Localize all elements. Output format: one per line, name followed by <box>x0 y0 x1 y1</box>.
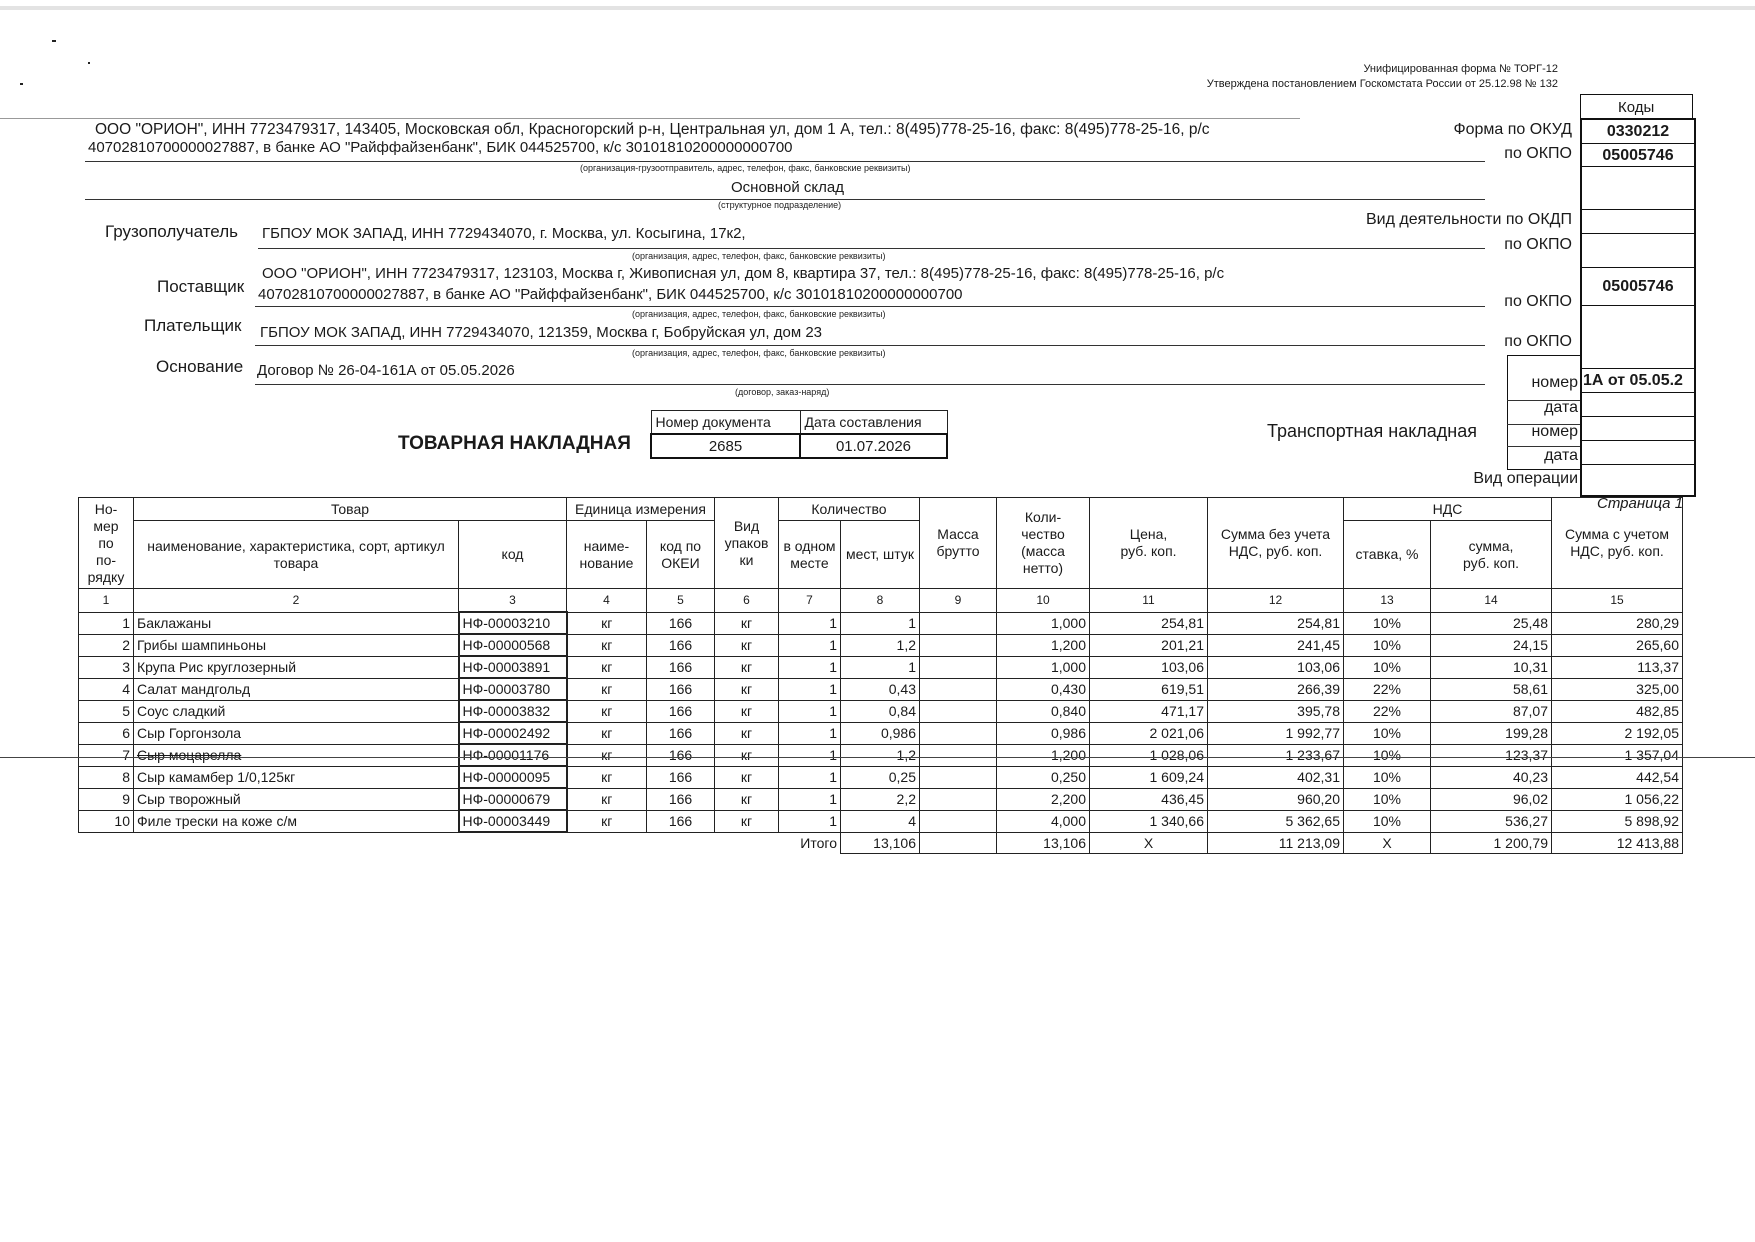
payer-underline <box>255 345 1485 346</box>
consignee-label: Грузополучатель <box>105 222 238 241</box>
row-okei: 166 <box>647 744 715 766</box>
transport-date-code <box>1582 440 1694 464</box>
col-header-qty-one: в одном месте <box>779 521 841 589</box>
transport-number-code <box>1582 416 1694 440</box>
row-vat-sum: 25,48 <box>1431 612 1552 634</box>
row-qty-one: 1 <box>779 656 841 678</box>
okud-label: Форма по ОКУД <box>1453 121 1572 138</box>
row-price: 2 021,06 <box>1090 722 1208 744</box>
row-qty-one: 1 <box>779 678 841 700</box>
row-total: 5 898,92 <box>1552 810 1683 832</box>
row-vat-sum: 536,27 <box>1431 810 1552 832</box>
col-header-sum-novat: Сумма без учета НДС, руб. коп. <box>1208 498 1344 589</box>
row-places: 0,25 <box>841 766 920 788</box>
row-pack: кг <box>715 700 779 722</box>
row-name: Сыр камамбер 1/0,125кг <box>134 766 459 788</box>
row-total: 325,00 <box>1552 678 1683 700</box>
row-name: Сыр творожный <box>134 788 459 810</box>
supplier-underline <box>255 306 1485 307</box>
codes-title-border-right <box>1692 94 1693 118</box>
row-net: 1,200 <box>997 744 1090 766</box>
row-sum: 266,39 <box>1208 678 1344 700</box>
scan-top-edge <box>0 6 1755 10</box>
row-net: 1,200 <box>997 634 1090 656</box>
row-name: Соус сладкий <box>134 700 459 722</box>
table-row <box>79 656 1683 678</box>
colnum: 7 <box>779 589 841 613</box>
row-places: 0,43 <box>841 678 920 700</box>
document-number-label: Номер документа <box>651 411 800 435</box>
row-vat-rate: 10% <box>1344 744 1431 766</box>
row-vat-rate: 10% <box>1344 612 1431 634</box>
row-places: 0,986 <box>841 722 920 744</box>
row-price: 436,45 <box>1090 788 1208 810</box>
row-name: Салат мандгольд <box>134 678 459 700</box>
supplier-label: Поставщик <box>157 277 245 296</box>
row-number: 1 <box>79 612 134 634</box>
row-name: Сыр моцарелла <box>134 744 459 766</box>
row-name: Крупа Рис круглозерный <box>134 656 459 678</box>
row-okei: 166 <box>647 810 715 832</box>
okdp-label: Вид деятельности по ОКДП <box>1365 211 1572 228</box>
row-sum: 1 233,67 <box>1208 744 1344 766</box>
row-places: 1,2 <box>841 744 920 766</box>
row-vat-sum: 58,61 <box>1431 678 1552 700</box>
row-code: НФ-00003449 <box>459 810 567 832</box>
row-price: 619,51 <box>1090 678 1208 700</box>
totals-rate: X <box>1344 832 1431 853</box>
column-numbers-row <box>79 589 1683 613</box>
row-places: 1 <box>841 656 920 678</box>
row-qty-one: 1 <box>779 722 841 744</box>
okpo-payer-code <box>1582 305 1694 343</box>
colnum: 12 <box>1208 589 1344 613</box>
row-pack: кг <box>715 678 779 700</box>
transport-label: Транспортная накладная <box>1266 421 1477 441</box>
row-vat-rate: 10% <box>1344 722 1431 744</box>
table-row <box>79 612 1683 634</box>
row-unit: кг <box>567 612 647 634</box>
col-header-vat-sum: сумма, руб. коп. <box>1431 521 1552 589</box>
row-places: 1 <box>841 612 920 634</box>
row-sum: 103,06 <box>1208 656 1344 678</box>
colnum: 2 <box>134 589 459 613</box>
basis-number-code: 1А от 05.05.2 <box>1582 368 1694 392</box>
okpo-payer-label: по ОКПО <box>1504 333 1572 350</box>
row-vat-rate: 10% <box>1344 810 1431 832</box>
okpo-sender-code: 05005746 <box>1582 143 1694 166</box>
consignee-caption: (организация, адрес, телефон, факс, банковские реквизиты) <box>632 251 886 261</box>
row-gross <box>920 766 997 788</box>
colnum: 10 <box>997 589 1090 613</box>
row-price: 1 028,06 <box>1090 744 1208 766</box>
row-net: 4,000 <box>997 810 1090 832</box>
codes-title-border-left <box>1580 94 1581 118</box>
totals-sum: 11 213,09 <box>1208 832 1344 853</box>
col-header-unit-name: наиме- нование <box>567 521 647 589</box>
row-number: 8 <box>79 766 134 788</box>
row-total: 113,37 <box>1552 656 1683 678</box>
row-gross <box>920 700 997 722</box>
okpo-sender-label: по ОКПО <box>1504 145 1572 162</box>
row-net: 0,250 <box>997 766 1090 788</box>
col-header-gross: Масса брутто <box>920 498 997 589</box>
row-qty-one: 1 <box>779 744 841 766</box>
row-vat-rate: 10% <box>1344 766 1431 788</box>
row-number: 6 <box>79 722 134 744</box>
row-code: НФ-00003210 <box>459 612 567 634</box>
table-row <box>79 700 1683 722</box>
row-gross <box>920 810 997 832</box>
row-sum: 241,45 <box>1208 634 1344 656</box>
totals-places: 13,106 <box>841 832 920 853</box>
okpo-consignee-label: по ОКПО <box>1504 236 1572 253</box>
row-okei: 166 <box>647 656 715 678</box>
row-code: НФ-00002492 <box>459 722 567 744</box>
basis-underline <box>255 384 1485 385</box>
row-number: 7 <box>79 744 134 766</box>
row-places: 2,2 <box>841 788 920 810</box>
document-date-label: Дата составления <box>800 411 947 435</box>
document-number-table <box>650 410 948 459</box>
totals-gross <box>920 832 997 853</box>
payer-value: ГБПОУ МОК ЗАПАД, ИНН 7729434070, 121359, Москва г, Бобруйская ул, дом 23 <box>260 324 823 341</box>
colnum: 9 <box>920 589 997 613</box>
okpo-consignee-code <box>1582 233 1694 267</box>
table-row <box>79 744 1683 766</box>
row-net: 2,200 <box>997 788 1090 810</box>
row-vat-rate: 10% <box>1344 788 1431 810</box>
row-vat-rate: 10% <box>1344 656 1431 678</box>
row-price: 1 340,66 <box>1090 810 1208 832</box>
row-gross <box>920 656 997 678</box>
row-okei: 166 <box>647 634 715 656</box>
row-code: НФ-00001176 <box>459 744 567 766</box>
row-net: 1,000 <box>997 656 1090 678</box>
basis-date-label: дата <box>1544 399 1578 416</box>
row-okei: 166 <box>647 700 715 722</box>
row-qty-one: 1 <box>779 810 841 832</box>
table-row <box>79 722 1683 744</box>
row-vat-sum: 10,31 <box>1431 656 1552 678</box>
row-name: Грибы шампиньоны <box>134 634 459 656</box>
row-price: 103,06 <box>1090 656 1208 678</box>
codes-title: Коды <box>1618 99 1655 116</box>
row-sum: 1 992,77 <box>1208 722 1344 744</box>
totals-total: 12 413,88 <box>1552 832 1683 853</box>
scan-speck <box>52 40 56 42</box>
totals-row <box>79 832 1683 853</box>
col-header-goods-name: наименование, характеристика, сорт, артикул товара <box>134 521 459 589</box>
row-unit: кг <box>567 810 647 832</box>
row-unit: кг <box>567 656 647 678</box>
scan-speck <box>20 83 23 85</box>
row-unit: кг <box>567 766 647 788</box>
row-unit: кг <box>567 744 647 766</box>
table-row <box>79 678 1683 700</box>
basis-value: Договор № 26-04-161А от 05.05.2026 <box>257 362 515 379</box>
payer-label: Плательщик <box>144 316 242 335</box>
basis-number-label: номер <box>1531 374 1578 391</box>
row-net: 0,986 <box>997 722 1090 744</box>
row-okei: 166 <box>647 766 715 788</box>
row-qty-one: 1 <box>779 612 841 634</box>
row-vat-sum: 199,28 <box>1431 722 1552 744</box>
row-number: 2 <box>79 634 134 656</box>
payer-caption: (организация, адрес, телефон, факс, банковские реквизиты) <box>632 348 886 358</box>
col-header-sum-vat: Сумма с учетом НДС, руб. коп. <box>1552 498 1683 589</box>
row-pack: кг <box>715 810 779 832</box>
totals-label: Итого <box>800 834 837 851</box>
col-header-number: Но- мер по по- рядку <box>79 498 134 589</box>
codes-box <box>1580 118 1696 497</box>
col-header-goods-code: код <box>459 521 567 589</box>
colnum: 1 <box>79 589 134 613</box>
colnum: 8 <box>841 589 920 613</box>
row-sum: 402,31 <box>1208 766 1344 788</box>
row-price: 201,21 <box>1090 634 1208 656</box>
row-okei: 166 <box>647 678 715 700</box>
row-code: НФ-00003832 <box>459 700 567 722</box>
row-total: 280,29 <box>1552 612 1683 634</box>
row-pack: кг <box>715 788 779 810</box>
row-name: Сыр Горгонзола <box>134 722 459 744</box>
sender-caption: (организация-грузоотправитель, адрес, телефон, факс, банковские реквизиты) <box>580 163 911 173</box>
totals-spacer <box>79 832 779 853</box>
header-separator <box>0 118 1300 119</box>
row-code: НФ-00003780 <box>459 678 567 700</box>
col-header-unit: Единица измерения <box>567 498 715 521</box>
row-qty-one: 1 <box>779 634 841 656</box>
col-header-qty-places: мест, штук <box>841 521 920 589</box>
totals-vat: 1 200,79 <box>1431 832 1552 853</box>
row-vat-sum: 40,23 <box>1431 766 1552 788</box>
row-number: 10 <box>79 810 134 832</box>
totals-net: 13,106 <box>997 832 1090 853</box>
okpo-supplier-code: 05005746 <box>1582 267 1694 305</box>
table-row <box>79 810 1683 832</box>
row-vat-sum: 87,07 <box>1431 700 1552 722</box>
row-total: 265,60 <box>1552 634 1683 656</box>
row-unit: кг <box>567 678 647 700</box>
row-pack: кг <box>715 722 779 744</box>
row-unit: кг <box>567 634 647 656</box>
row-total: 1 357,04 <box>1552 744 1683 766</box>
row-gross <box>920 634 997 656</box>
colnum: 14 <box>1431 589 1552 613</box>
row-gross <box>920 678 997 700</box>
document-title: ТОВАРНАЯ НАКЛАДНАЯ <box>398 433 631 454</box>
row-vat-rate: 22% <box>1344 678 1431 700</box>
row-places: 4 <box>841 810 920 832</box>
table-row <box>79 634 1683 656</box>
row-pack: кг <box>715 656 779 678</box>
sender-line1: ООО "ОРИОН", ИНН 7723479317, 143405, Московская обл, Красногорский р-н, Центральная ул, дом 1 А, тел.: 8(495)778-25-16, факс: 8(495)778-25-16, р/с <box>95 121 1210 138</box>
colnum: 6 <box>715 589 779 613</box>
row-okei: 166 <box>647 612 715 634</box>
row-gross <box>920 612 997 634</box>
row-pack: кг <box>715 634 779 656</box>
sender-underline <box>85 161 1485 162</box>
scan-line-artifact <box>0 757 1755 758</box>
row-unit: кг <box>567 722 647 744</box>
row-price: 1 609,24 <box>1090 766 1208 788</box>
supplier-caption: (организация, адрес, телефон, факс, банковские реквизиты) <box>632 309 886 319</box>
col-header-net: Коли- чество (масса нетто) <box>997 498 1090 589</box>
row-total: 2 192,05 <box>1552 722 1683 744</box>
col-header-unit-okei: код по ОКЕИ <box>647 521 715 589</box>
subdivision-value: Основной склад <box>731 179 845 196</box>
col-header-goods: Товар <box>134 498 567 521</box>
row-code: НФ-00003891 <box>459 656 567 678</box>
row-sum: 254,81 <box>1208 612 1344 634</box>
sender-line2: 40702810700000027887, в банке АО "Райффайзенбанк", БИК 044525700, к/с 30101810200000000700 <box>88 139 793 156</box>
document-number: 2685 <box>651 434 800 458</box>
col-header-pack: Вид упаков ки <box>715 498 779 589</box>
table-row <box>79 766 1683 788</box>
transport-date-label: дата <box>1544 447 1578 464</box>
page-label: Страница 1 <box>1597 495 1684 512</box>
row-total: 482,85 <box>1552 700 1683 722</box>
col-header-vat: НДС <box>1344 498 1552 521</box>
colnum: 3 <box>459 589 567 613</box>
transport-number-label: номер <box>1531 423 1578 440</box>
basis-caption: (договор, заказ-наряд) <box>735 387 830 397</box>
row-gross <box>920 744 997 766</box>
row-price: 471,17 <box>1090 700 1208 722</box>
operation-code <box>1582 464 1694 495</box>
row-okei: 166 <box>647 788 715 810</box>
colnum: 15 <box>1552 589 1683 613</box>
form-header-line2: Утверждена постановлением Госкомстата России от 25.12.98 № 132 <box>1206 78 1558 90</box>
row-number: 9 <box>79 788 134 810</box>
goods-table <box>78 497 1683 854</box>
row-net: 0,840 <box>997 700 1090 722</box>
subdivision-caption: (структурное подразделение) <box>718 200 842 210</box>
consignee-value: ГБПОУ МОК ЗАПАД, ИНН 7729434070, г. Москва, ул. Косыгина, 17к2, <box>262 225 746 242</box>
row-places: 1,2 <box>841 634 920 656</box>
row-vat-sum: 96,02 <box>1431 788 1552 810</box>
row-qty-one: 1 <box>779 766 841 788</box>
supplier-line2: 40702810700000027887, в банке АО "Райффайзенбанк", БИК 044525700, к/с 30101810200000000700 <box>258 286 963 303</box>
scan-speck <box>88 62 90 64</box>
row-vat-sum: 24,15 <box>1431 634 1552 656</box>
supplier-line1: ООО "ОРИОН", ИНН 7723479317, 123103, Москва г, Живописная ул, дом 8, квартира 37, тел.: 8(495)778-25-16, факс: 8(495)778-25-16, р/с <box>262 265 1225 282</box>
row-code: НФ-00000679 <box>459 788 567 810</box>
colnum: 4 <box>567 589 647 613</box>
row-pack: кг <box>715 744 779 766</box>
row-vat-sum: 123,37 <box>1431 744 1552 766</box>
row-places: 0,84 <box>841 700 920 722</box>
basis-date-code <box>1582 392 1694 416</box>
row-gross <box>920 722 997 744</box>
row-number: 3 <box>79 656 134 678</box>
row-pack: кг <box>715 766 779 788</box>
operation-label: Вид операции <box>1473 470 1578 487</box>
row-code: НФ-00000568 <box>459 634 567 656</box>
basis-label: Основание <box>156 357 244 376</box>
row-sum: 5 362,65 <box>1208 810 1344 832</box>
row-qty-one: 1 <box>779 700 841 722</box>
row-number: 5 <box>79 700 134 722</box>
row-number: 4 <box>79 678 134 700</box>
okud-code: 0330212 <box>1606 123 1670 140</box>
row-code: НФ-00000095 <box>459 766 567 788</box>
row-vat-rate: 10% <box>1344 634 1431 656</box>
consignee-underline <box>258 248 1485 249</box>
document-date: 01.07.2026 <box>800 434 947 458</box>
row-okei: 166 <box>647 722 715 744</box>
row-name: Филе трески на коже с/м <box>134 810 459 832</box>
col-header-vat-rate: ставка, % <box>1344 521 1431 589</box>
colnum: 13 <box>1344 589 1431 613</box>
col-header-qty: Количество <box>779 498 920 521</box>
colnum: 11 <box>1090 589 1208 613</box>
codes-title-rule <box>1580 94 1692 95</box>
row-name: Баклажаны <box>134 612 459 634</box>
table-row <box>79 788 1683 810</box>
row-unit: кг <box>567 700 647 722</box>
row-vat-rate: 22% <box>1344 700 1431 722</box>
row-sum: 395,78 <box>1208 700 1344 722</box>
okdp-code <box>1582 209 1694 233</box>
row-net: 0,430 <box>997 678 1090 700</box>
colnum: 5 <box>647 589 715 613</box>
row-unit: кг <box>567 788 647 810</box>
row-sum: 960,20 <box>1208 788 1344 810</box>
okpo-sender-extra <box>1582 166 1694 196</box>
okpo-supplier-label: по ОКПО <box>1504 293 1572 310</box>
form-header-line1: Унифицированная форма № ТОРГ-12 <box>1363 63 1558 75</box>
totals-price: X <box>1090 832 1208 853</box>
col-header-price: Цена, руб. коп. <box>1090 498 1208 589</box>
row-total: 442,54 <box>1552 766 1683 788</box>
row-pack: кг <box>715 612 779 634</box>
row-net: 1,000 <box>997 612 1090 634</box>
row-gross <box>920 788 997 810</box>
row-total: 1 056,22 <box>1552 788 1683 810</box>
row-price: 254,81 <box>1090 612 1208 634</box>
row-qty-one: 1 <box>779 788 841 810</box>
